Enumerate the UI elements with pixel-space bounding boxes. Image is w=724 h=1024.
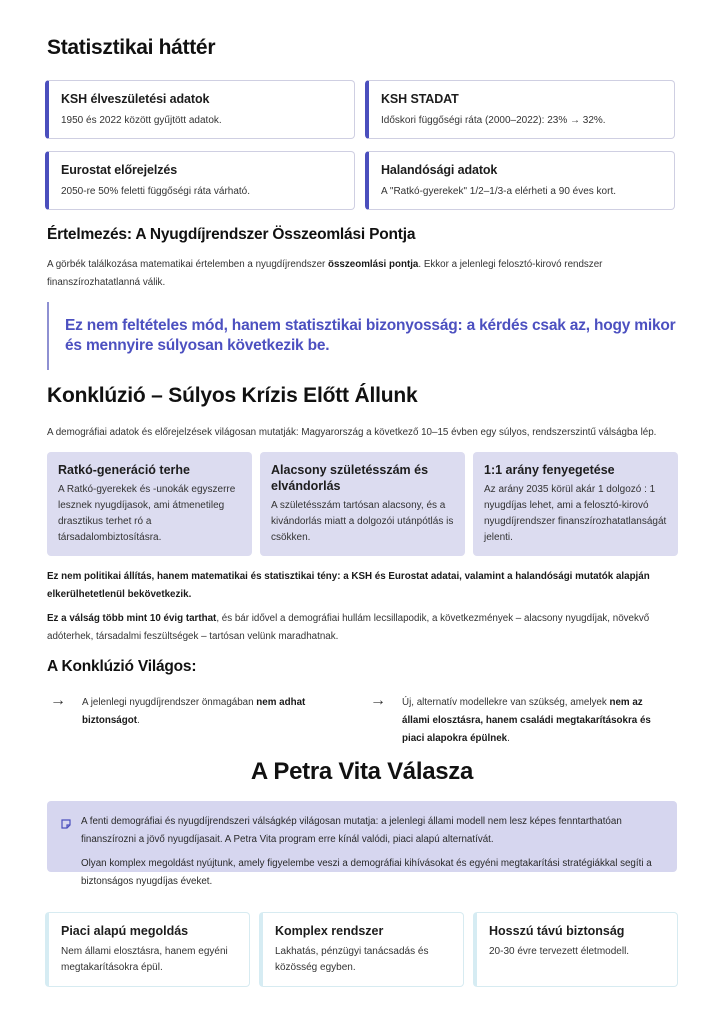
conclusion-intro: A demográfiai adatok és előrejelzések világosan mutatják: Magyarország a következő 10–15 évben egy súlyos, rendszerszintű válságba lép. — [47, 427, 657, 438]
text-span: Új, alternatív modellekre van szükség, amelyek — [402, 697, 610, 708]
petra-paragraph: Olyan komplex megoldást nyújtunk, amely figyelembe veszi a demográfiai kihívásokat és egyéni megtakarítási stratégiákkal segíti a biztonságos nyugdíjas éveket. — [81, 858, 652, 887]
benefit-card-title: Hosszú távú biztonság — [489, 924, 625, 938]
petra-info-box — [47, 801, 677, 887]
text-span: . Ekkor a jelenlegi felosztó-kirovó rendszer finanszírozhatatlanná válik. — [47, 259, 603, 288]
petra-paragraph: A fenti demográfiai és nyugdíjrendszeri válságkép világosan mutatja: a jelenlegi állami modell nem lesz képes fenntarthatóan finanszírozni a jövő nyugdíjasait. A Petra Vita program erre kínál valódi, piaci alapú alternatívát. — [81, 816, 622, 845]
conclusion-card — [47, 452, 252, 556]
conclusion-list-item — [50, 694, 340, 730]
source-card-title: Halandósági adatok — [381, 163, 498, 177]
conclusion-card-desc: A Ratkó-gyerekek és -unokák egyszerre lesznek nyugdíjasok, ami átmenetileg drasztikus terhet ró a társadalombiztosításra. — [58, 484, 236, 543]
source-card — [365, 80, 675, 139]
source-card-title: KSH STADAT — [381, 92, 459, 106]
petra-info-text — [81, 813, 663, 887]
conclusion-card-title: 1:1 arány fenyegetése — [484, 463, 615, 477]
benefit-card-desc: Nem állami elosztásra, hanem egyéni megtakarításokra épül. — [61, 946, 228, 973]
source-card-desc: A "Ratkó-gyerekek" 1/2–1/3-a elérheti a 90 éves kort. — [381, 186, 617, 197]
benefit-card — [259, 912, 464, 987]
conclusion-card-title: Ratkó-generáció terhe — [58, 463, 190, 477]
text-span: . — [507, 733, 510, 744]
text-bold: Ez a válság több mint 10 évig tarthat — [47, 613, 217, 624]
conclusion-card — [473, 452, 678, 556]
source-card-desc: 2050-re 50% feletti függőségi ráta várható. — [61, 186, 251, 197]
crisis-paragraph — [47, 610, 687, 646]
text-span: . — [136, 715, 140, 726]
petra-title: A Petra Vita Válasza — [250, 758, 474, 785]
text-span: A jelenlegi nyugdíjrendszer önmagában — [82, 697, 257, 708]
source-card-title: KSH élveszületési adatok — [61, 92, 210, 106]
conclusion-title: Konklúzió – Súlyos Krízis Előtt Állunk — [47, 384, 418, 407]
source-card — [45, 151, 355, 210]
text-span: , és bár idővel a demográfiai hullám lecsillapodik, a következmények – alacsony nyugdíjak, növekvő adóterhek, társadalmi feszültségek – tartósan velünk maradhatnak. — [47, 613, 650, 642]
interpretation-title: Értelmezés: A Nyugdíjrendszer Összeomlási Pontja — [47, 226, 416, 243]
source-card-desc: Időskori függőségi ráta (2000–2022): 23% → 32%. — [381, 115, 606, 126]
benefit-card-desc: 20-30 évre tervezett életmodell. — [489, 946, 630, 957]
stats-title: Statisztikai háttér — [47, 36, 216, 59]
note-icon — [61, 813, 81, 872]
benefit-card — [45, 912, 250, 987]
conclusion-card — [260, 452, 465, 556]
conclusion-list-item — [370, 694, 690, 748]
source-card — [45, 80, 355, 139]
conclusion-card-title: Alacsony születésszám és elvándorlás — [271, 463, 429, 493]
text-bold: nem az állami elosztásra, hanem családi megtakarításokra és piaci alapokra épülnek — [402, 697, 651, 744]
benefit-card — [473, 912, 678, 987]
text-bold: összeomlási pontja — [328, 259, 419, 270]
arrow-right-icon: → — [50, 692, 66, 709]
source-card-desc: 1950 és 2022 között gyűjtött adatok. — [61, 115, 222, 126]
text-span: A görbék találkozása matematikai értelemben a nyugdíjrendszer — [47, 259, 328, 270]
clear-title: A Konklúzió Világos: — [47, 658, 197, 675]
benefit-card-title: Piaci alapú megoldás — [61, 924, 189, 938]
quote-text: Ez nem feltételes mód, hanem statisztikai bizonyosság: a kérdés csak az, hogy mikor és mennyire súlyosan következik be. — [65, 317, 676, 354]
source-card-title: Eurostat előrejelzés — [61, 163, 178, 177]
list-item-text — [402, 694, 672, 748]
list-item-text — [82, 694, 322, 730]
fact-paragraph: Ez nem politikai állítás, hanem matematikai és statisztikai tény: a KSH és Eurostat adatai, valamint a halandósági mutatók alapján elkerülhetetlenül bekövetkezik. — [47, 571, 650, 600]
text-bold: nem adhat biztonságot — [82, 697, 306, 726]
benefit-card-title: Komplex rendszer — [275, 924, 384, 938]
conclusion-card-desc: Az arány 2035 körül akár 1 dolgozó : 1 nyugdíjas lehet, ami a felosztó-kirovó nyugdíjrendszer finanszírozhatatlanságát jelenti. — [484, 484, 667, 543]
blockquote — [47, 302, 687, 370]
interpretation-paragraph — [47, 256, 687, 292]
benefit-card-desc: Lakhatás, pénzügyi tanácsadás és közösség egyben. — [275, 946, 429, 973]
conclusion-card-desc: A születésszám tartósan alacsony, és a kivándorlás miatt a dolgozói utánpótlás is csökken. — [271, 500, 454, 543]
source-card — [365, 151, 675, 210]
arrow-right-icon: → — [370, 692, 386, 709]
